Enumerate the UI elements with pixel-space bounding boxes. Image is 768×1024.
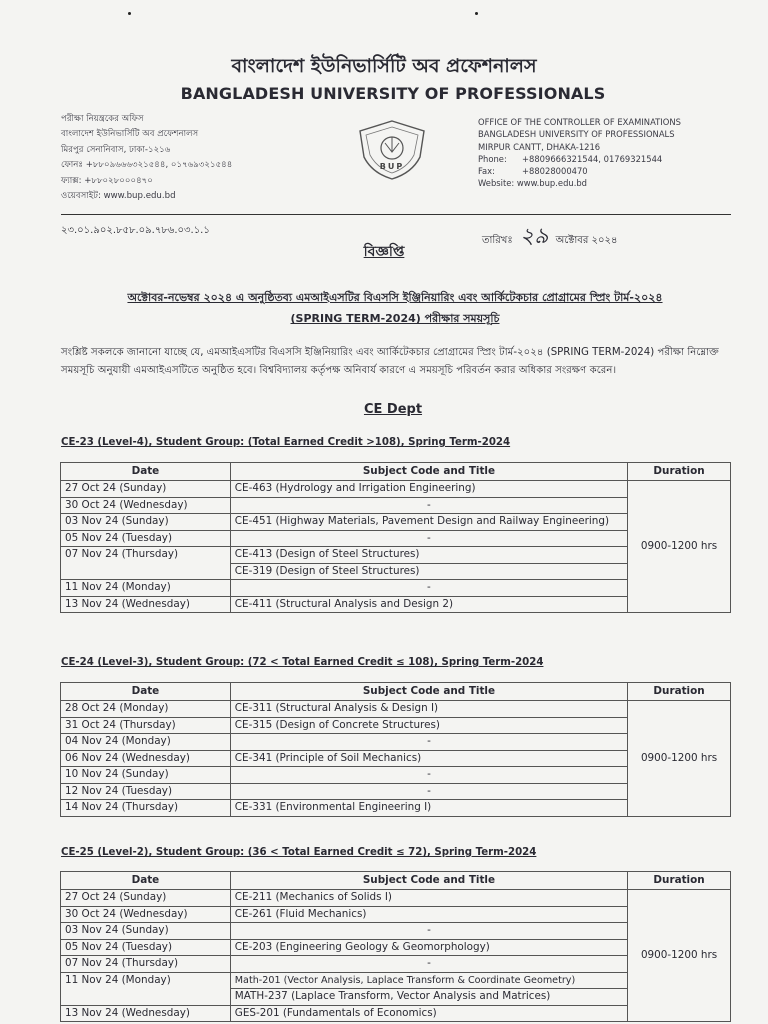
date-month-year: অক্টোবর ২০২৪ bbox=[555, 235, 618, 246]
section-title-ce23: CE-23 (Level-4), Student Group: (Total Earned Credit >108), Spring Term-2024 bbox=[61, 437, 511, 448]
cell-date: 30 Oct 24 (Wednesday) bbox=[61, 906, 231, 923]
cell-subject: - bbox=[230, 497, 627, 514]
phone-label: Phone: bbox=[478, 153, 507, 164]
notice-title bbox=[0, 240, 768, 264]
cell-subject: CE-211 (Mechanics of Solids I) bbox=[230, 890, 627, 907]
header-divider bbox=[61, 214, 731, 215]
cell-date: 10 Nov 24 (Sunday) bbox=[61, 767, 231, 784]
logo-text: BUP bbox=[379, 162, 405, 171]
table-header-row bbox=[61, 683, 731, 701]
cell-subject: CE-413 (Design of Steel Structures) bbox=[230, 547, 627, 564]
phone-row bbox=[478, 153, 681, 165]
header-duration: Duration bbox=[628, 463, 731, 481]
cell-date: 03 Nov 24 (Sunday) bbox=[61, 514, 231, 531]
cell-subject: CE-451 (Highway Materials, Pavement Design and Railway Engineering) bbox=[230, 514, 627, 531]
cell-subject: CE-203 (Engineering Geology & Geomorphology) bbox=[230, 939, 627, 956]
address-right bbox=[478, 116, 681, 190]
cell-date: 04 Nov 24 (Monday) bbox=[61, 734, 231, 751]
scan-speck bbox=[475, 12, 478, 15]
address-left-line: বাংলাদেশ ইউনিভার্সিটি অব প্রফেশনালস bbox=[61, 129, 199, 140]
table-header-row bbox=[61, 463, 731, 481]
cell-duration: 0900-1200 hrs bbox=[628, 481, 731, 613]
phone-value: +8809666321544, 01769321544 bbox=[522, 153, 663, 164]
table-header-row bbox=[61, 872, 731, 890]
cell-date: 11 Nov 24 (Monday) bbox=[61, 972, 231, 1005]
cell-subject: CE-311 (Structural Analysis & Design I) bbox=[230, 701, 627, 718]
cell-date: 28 Oct 24 (Monday) bbox=[61, 701, 231, 718]
university-title-en: BANGLADESH UNIVERSITY OF PROFESSIONALS bbox=[180, 84, 606, 103]
cell-subject: Math-201 (Vector Analysis, Laplace Transform & Coordinate Geometry) bbox=[230, 972, 627, 989]
cell-subject: CE-411 (Structural Analysis and Design 2) bbox=[230, 596, 627, 613]
cell-date: 11 Nov 24 (Monday) bbox=[61, 580, 231, 597]
cell-subject: CE-463 (Hydrology and Irrigation Engineering) bbox=[230, 481, 627, 498]
cell-subject: MATH-237 (Laplace Transform, Vector Analysis and Matrices) bbox=[230, 989, 627, 1006]
cell-subject: - bbox=[230, 734, 627, 751]
date-day-handwritten: ২৯ bbox=[519, 224, 549, 249]
fax-label: Fax: bbox=[478, 166, 495, 177]
bup-logo-icon bbox=[352, 117, 432, 181]
office-line: MIRPUR CANTT, DHAKA-1216 bbox=[478, 141, 601, 152]
address-left-line: ফ্যাক্স: +৮৮০২৮০০০৪৭০ bbox=[61, 175, 153, 186]
cell-date: 12 Nov 24 (Tuesday) bbox=[61, 783, 231, 800]
table-row bbox=[61, 890, 731, 907]
table-row bbox=[61, 701, 731, 718]
header-duration: Duration bbox=[628, 872, 731, 890]
header-subject: Subject Code and Title bbox=[230, 872, 627, 890]
cell-subject: - bbox=[230, 580, 627, 597]
cell-duration: 0900-1200 hrs bbox=[628, 701, 731, 817]
address-left-line: মিরপুর সেনানিবাস, ঢাকা-১২১৬ bbox=[61, 144, 171, 155]
cell-subject: - bbox=[230, 767, 627, 784]
exam-table-ce24 bbox=[60, 682, 731, 817]
exam-table-ce23 bbox=[60, 462, 731, 613]
cell-date: 13 Nov 24 (Wednesday) bbox=[61, 1005, 231, 1022]
cell-subject: CE-319 (Design of Steel Structures) bbox=[230, 563, 627, 580]
scan-speck bbox=[128, 12, 131, 15]
cell-date: 27 Oct 24 (Sunday) bbox=[61, 890, 231, 907]
schedule-subheading-line2: (SPRING TERM-2024) পরীক্ষার সময়সূচি bbox=[290, 312, 500, 325]
cell-subject: GES-201 (Fundamentals of Economics) bbox=[230, 1005, 627, 1022]
cell-subject: - bbox=[230, 956, 627, 973]
cell-duration: 0900-1200 hrs bbox=[628, 890, 731, 1022]
cell-date: 30 Oct 24 (Wednesday) bbox=[61, 497, 231, 514]
cell-subject: CE-315 (Design of Concrete Structures) bbox=[230, 717, 627, 734]
cell-subject: CE-261 (Fluid Mechanics) bbox=[230, 906, 627, 923]
cell-date: 03 Nov 24 (Sunday) bbox=[61, 923, 231, 940]
fax-value: +88028000470 bbox=[522, 166, 588, 177]
section-title-ce25: CE-25 (Level-2), Student Group: (36 < Total Earned Credit ≤ 72), Spring Term-2024 bbox=[61, 847, 537, 858]
address-left-line: পরীক্ষা নিয়ন্ত্রকের অফিস bbox=[61, 114, 144, 124]
cell-subject: CE-341 (Principle of Soil Mechanics) bbox=[230, 750, 627, 767]
header-date: Date bbox=[61, 872, 231, 890]
cell-subject: CE-331 (Environmental Engineering I) bbox=[230, 800, 627, 817]
intro-paragraph: সংশ্লিষ্ট সকলকে জানানো যাচ্ছে যে, এমআইএসটির বিএসসি ইঞ্জিনিয়ারিং এবং আর্কিটেকচার প্রোগ্রামের স্প্রিং টার্ম-২০২৪ (SPRING TERM-2024) পরীক্ষা নিম্নোক্ত সময়সূচি অনুযায়ী এমআইএসটিতে অনুষ্ঠিত হবে। বিশ্ববিদ্যালয় কর্তৃপক্ষ অনিবার্য কারণে এ সময়সূচি পরিবর্তন করার অধিকার সংরক্ষণ করেন। bbox=[61, 347, 719, 376]
section-title-ce24: CE-24 (Level-3), Student Group: (72 < Total Earned Credit ≤ 108), Spring Term-2024 bbox=[61, 657, 544, 668]
fax-row bbox=[478, 165, 681, 177]
address-left bbox=[61, 112, 232, 204]
cell-date: 05 Nov 24 (Tuesday) bbox=[61, 939, 231, 956]
cell-subject: - bbox=[230, 783, 627, 800]
memo-number: ২৩.০১.৯০২.৮৫৮.০৯.৭৮৬.০৩.১.১ bbox=[61, 225, 210, 236]
cell-date: 07 Nov 24 (Thursday) bbox=[61, 956, 231, 973]
office-line: OFFICE OF THE CONTROLLER OF EXAMINATIONS bbox=[478, 117, 681, 127]
date-label: তারিখঃ bbox=[482, 235, 513, 246]
cell-date: 14 Nov 24 (Thursday) bbox=[61, 800, 231, 817]
address-left-line: ওয়েবসাইট: www.bup.edu.bd bbox=[61, 191, 176, 202]
department-title: CE Dept bbox=[363, 402, 423, 417]
schedule-subheading-line1: অক্টোবর-নভেম্বর ২০২৪ এ অনুষ্ঠিতব্য এমআইএসটির বিএসসি ইঞ্জিনিয়ারিং এবং আর্কিটেকচার প্রোগ্রামের স্প্রিং টার্ম-২০২৪ bbox=[127, 291, 663, 304]
exam-table-ce25 bbox=[60, 871, 731, 1022]
website-line: Website: www.bup.edu.bd bbox=[478, 178, 587, 189]
office-line: BANGLADESH UNIVERSITY OF PROFESSIONALS bbox=[478, 129, 675, 140]
cell-date: 05 Nov 24 (Tuesday) bbox=[61, 530, 231, 547]
header-date: Date bbox=[61, 683, 231, 701]
cell-date: 06 Nov 24 (Wednesday) bbox=[61, 750, 231, 767]
university-title-bn: বাংলাদেশ ইউনিভার্সিটি অব প্রফেশনালস bbox=[231, 55, 537, 77]
cell-date: 13 Nov 24 (Wednesday) bbox=[61, 596, 231, 613]
cell-date: 07 Nov 24 (Thursday) bbox=[61, 547, 231, 580]
header-duration: Duration bbox=[628, 683, 731, 701]
cell-subject: - bbox=[230, 530, 627, 547]
cell-date: 27 Oct 24 (Sunday) bbox=[61, 481, 231, 498]
cell-date: 31 Oct 24 (Thursday) bbox=[61, 717, 231, 734]
header-date: Date bbox=[61, 463, 231, 481]
notice-title-text: বিজ্ঞপ্তি bbox=[363, 244, 405, 260]
table-row bbox=[61, 481, 731, 498]
header-subject: Subject Code and Title bbox=[230, 463, 627, 481]
cell-subject: - bbox=[230, 923, 627, 940]
header-subject: Subject Code and Title bbox=[230, 683, 627, 701]
address-left-line: ফোনঃ +৮৮০৯৬৬৬৩২১৫৪৪, ০১৭৬৯৩২১৫৪৪ bbox=[61, 160, 233, 171]
